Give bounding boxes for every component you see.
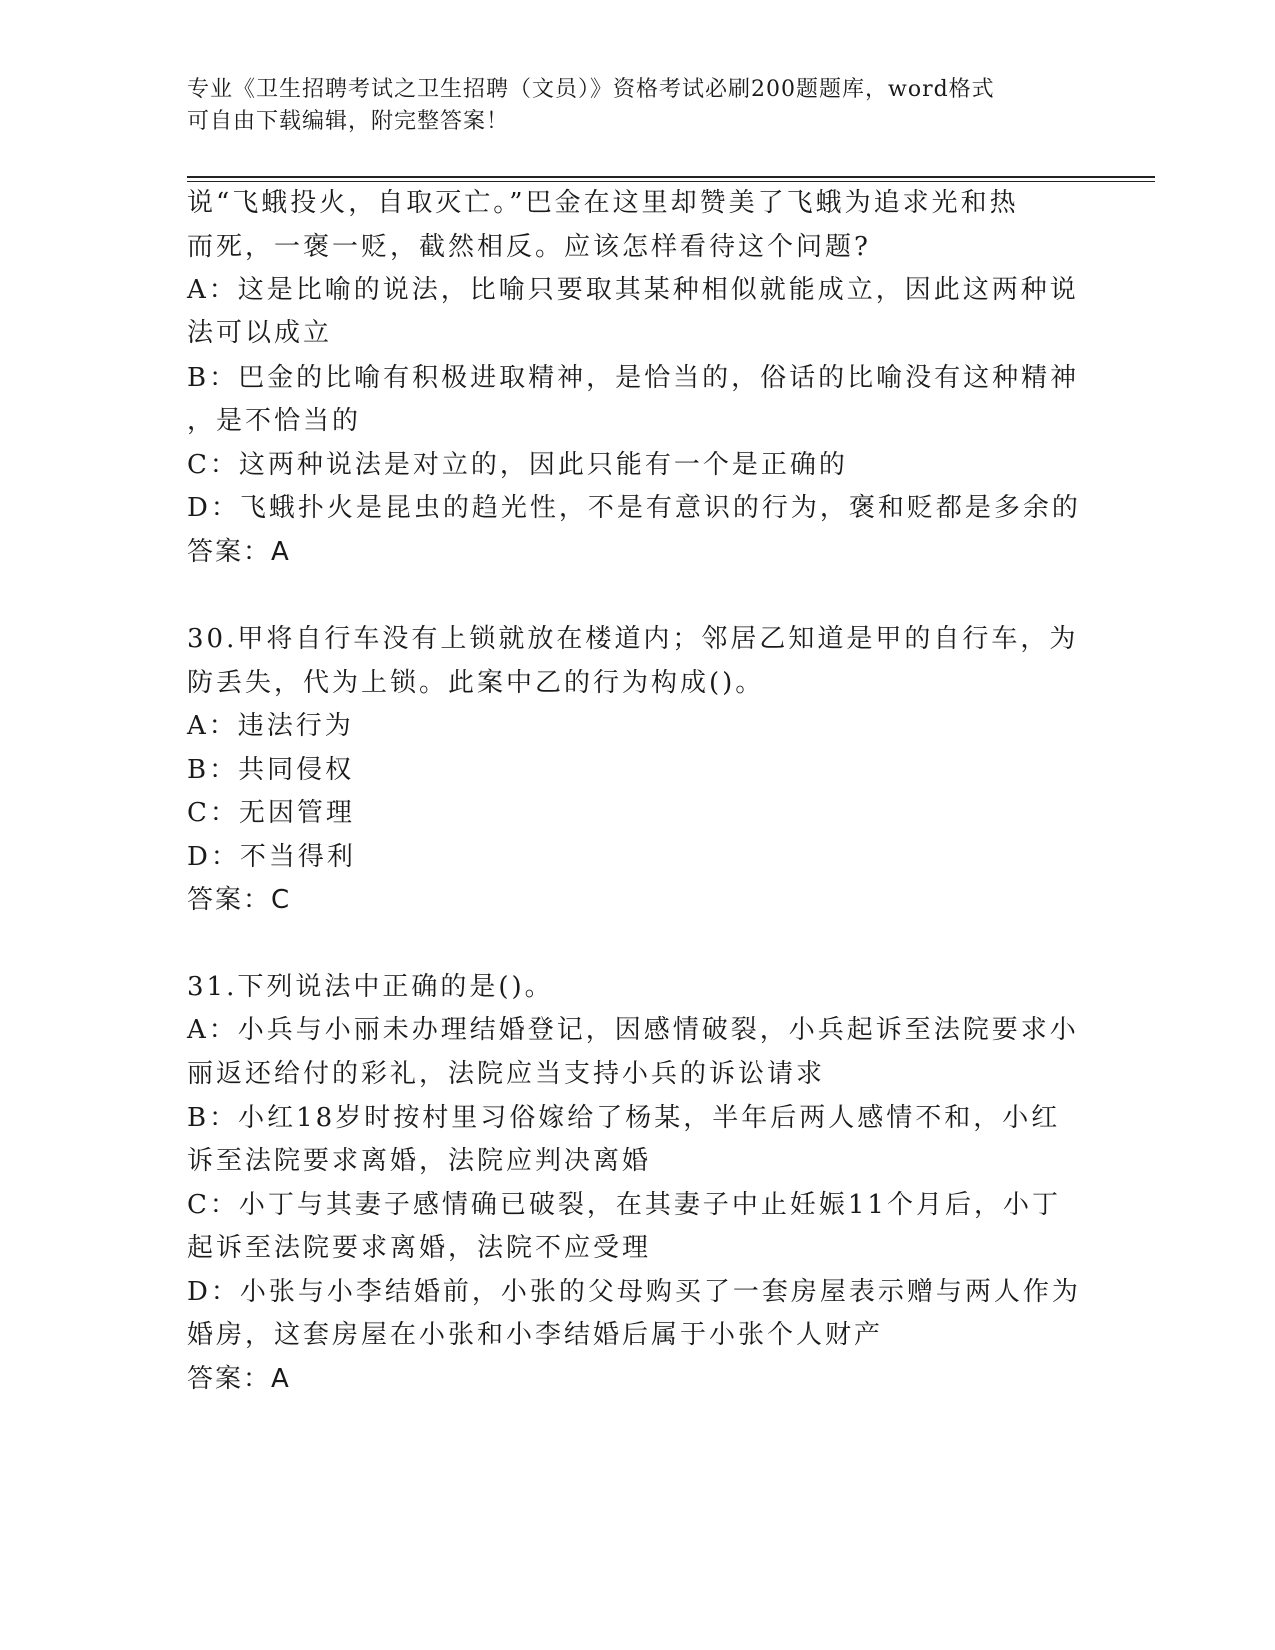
q31-option-a-line-1: A：小兵与小丽未办理结婚登记，因感情破裂，小兵起诉至法院要求小 bbox=[187, 1015, 1079, 1045]
q29-stem-line-1: 说“飞蛾投火，自取灭亡。”巴金在这里却赞美了飞蛾为追求光和热 bbox=[187, 188, 1019, 218]
q29-option-b-line-1: B：巴金的比喻有积极进取精神，是恰当的，俗话的比喻没有这种精神 bbox=[187, 363, 1080, 393]
q31-option-d-line-2: 婚房，这套房屋在小张和小李结婚后属于小张个人财产 bbox=[187, 1320, 884, 1350]
q31-option-b-line-1: B：小红18岁时按村里习俗嫁给了杨某，半年后两人感情不和，小红 bbox=[187, 1103, 1061, 1133]
document-header bbox=[187, 74, 1067, 138]
header-line-2: 可自由下载编辑，附完整答案！ bbox=[187, 109, 510, 134]
q31-option-a-line-2: 丽返还给付的彩礼，法院应当支持小兵的诉讼请求 bbox=[187, 1059, 826, 1089]
q29-option-d: D：飞蛾扑火是昆虫的趋光性，不是有意识的行为，褒和贬都是多余的 bbox=[187, 493, 1081, 523]
q30-option-b: B：共同侵权 bbox=[187, 755, 355, 785]
q30-answer: 答案：C bbox=[187, 885, 292, 915]
q31-stem: 31.下列说法中正确的是()。 bbox=[187, 972, 554, 1002]
header-line-1: 专业《卫生招聘考试之卫生招聘（文员）》资格考试必刷200题题库，word格式 bbox=[187, 77, 995, 102]
q30-option-d: D：不当得利 bbox=[187, 842, 356, 872]
q30-option-c: C：无因管理 bbox=[187, 798, 355, 828]
q29-option-a-line-2: 法可以成立 bbox=[187, 318, 333, 348]
header-divider-thick bbox=[187, 176, 1155, 178]
q30-option-a: A：违法行为 bbox=[187, 711, 354, 741]
q29-stem-line-2: 而死，一褒一贬，截然相反。应该怎样看待这个问题? bbox=[187, 232, 871, 262]
q31-option-c-line-2: 起诉至法院要求离婚，法院不应受理 bbox=[187, 1233, 652, 1263]
q30-stem-line-1: 30.甲将自行车没有上锁就放在楼道内；邻居乙知道是甲的自行车，为 bbox=[187, 624, 1079, 654]
q31-answer: 答案：A bbox=[187, 1364, 291, 1394]
q29-answer: 答案：A bbox=[187, 537, 291, 567]
q29-option-c: C：这两种说法是对立的，因此只能有一个是正确的 bbox=[187, 450, 848, 480]
q30-stem-line-2: 防丢失，代为上锁。此案中乙的行为构成()。 bbox=[187, 668, 765, 698]
header-divider-thin bbox=[187, 181, 1155, 182]
q31-option-c-line-1: C：小丁与其妻子感情确已破裂，在其妻子中止妊娠11个月后，小丁 bbox=[187, 1190, 1061, 1220]
q29-option-a-line-1: A：这是比喻的说法，比喻只要取其某种相似就能成立，因此这两种说 bbox=[187, 275, 1079, 305]
q31-option-b-line-2: 诉至法院要求离婚，法院应判决离婚 bbox=[187, 1146, 652, 1176]
q31-option-d-line-1: D：小张与小李结婚前，小张的父母购买了一套房屋表示赠与两人作为 bbox=[187, 1277, 1081, 1307]
q29-option-b-line-2: ，是不恰当的 bbox=[187, 406, 362, 436]
